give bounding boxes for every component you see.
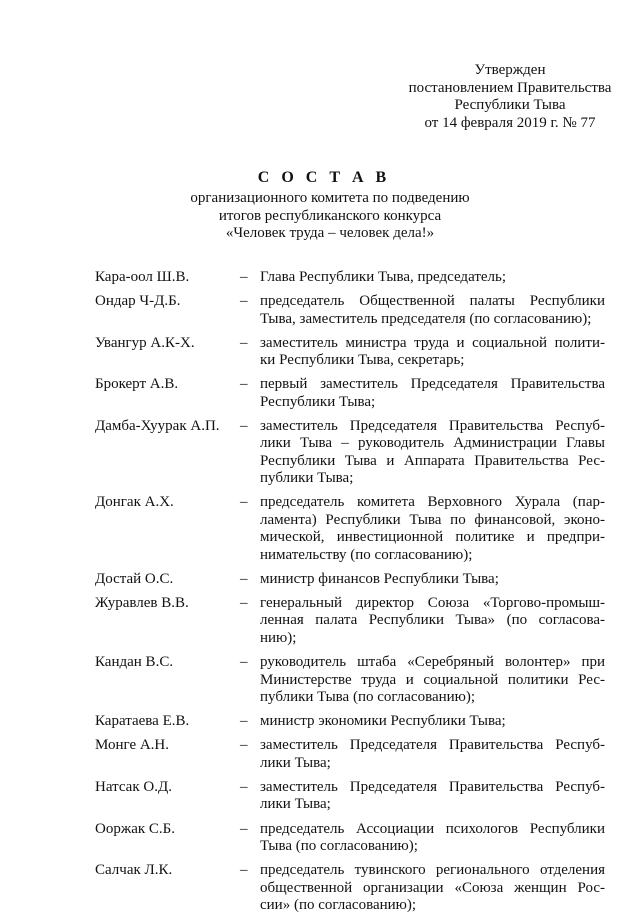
member-role-line: руководитель штаба «Серебряный волонтер» при bbox=[260, 654, 605, 671]
member-name: Ондар Ч-Д.Б. bbox=[95, 293, 181, 310]
member-name: Натсак О.Д. bbox=[95, 778, 172, 795]
member-role bbox=[260, 779, 605, 814]
member-role-line: лики Тыва; bbox=[260, 796, 331, 813]
member-dash: – bbox=[240, 494, 248, 511]
member-role-line: Республики Тыва и Аппарата Правительства Рес- bbox=[260, 452, 605, 469]
member-role-line: лики Тыва – руководитель Администрации Главы bbox=[260, 435, 605, 452]
member-name: Достай О.С. bbox=[95, 570, 174, 587]
member-role-line: Министерстве труда и социальной политики Рес- bbox=[260, 671, 605, 688]
member-role-line: Глава Республики Тыва, председатель; bbox=[260, 269, 507, 285]
member-name: Брокерт А.В. bbox=[95, 376, 179, 393]
member-role-line: генеральный директор Союза «Торгово-промыш- bbox=[260, 595, 605, 612]
member-role bbox=[260, 293, 605, 328]
member-role bbox=[260, 595, 605, 647]
member-row bbox=[95, 737, 605, 772]
member-row bbox=[95, 335, 605, 370]
member-name: Дамба-Хуурак А.П. bbox=[95, 418, 220, 435]
member-role-line: мической, инвестиционной политике и предпри- bbox=[260, 529, 605, 546]
member-name: Журавлев В.В. bbox=[95, 595, 189, 612]
approval-line: Республики Тыва bbox=[454, 97, 566, 114]
member-role bbox=[260, 335, 605, 370]
member-role-line: Тыва, заместитель председателя (по согласованию); bbox=[260, 310, 592, 327]
approval-block bbox=[380, 62, 640, 132]
member-dash: – bbox=[240, 778, 248, 795]
member-dash: – bbox=[240, 820, 248, 837]
document-subtitle-line: организационного комитета по подведению bbox=[190, 190, 470, 206]
member-name: Ооржак С.Б. bbox=[95, 820, 176, 837]
member-row bbox=[95, 821, 605, 856]
document-heading bbox=[0, 168, 640, 243]
approval-line: постановлением Правительства bbox=[408, 79, 612, 96]
member-role bbox=[260, 821, 605, 856]
member-dash: – bbox=[240, 713, 248, 730]
member-name: Кандан В.С. bbox=[95, 654, 174, 671]
member-role-line: ленная палата Республики Тыва» (по согласова- bbox=[260, 612, 605, 629]
document-subtitle-line: «Человек труда – человек дела!» bbox=[225, 225, 435, 242]
member-dash: – bbox=[240, 862, 248, 879]
member-role-line: Тыва (по согласованию); bbox=[260, 837, 418, 854]
member-role-line: председатель тувинского регионального отделения bbox=[260, 862, 605, 879]
member-row bbox=[95, 494, 605, 564]
member-role-line: сии» (по согласованию); bbox=[260, 896, 417, 913]
member-role-line: председатель комитета Верховного Хурала (пар- bbox=[260, 494, 605, 511]
member-role bbox=[260, 418, 605, 488]
document-title: С О С Т А В bbox=[257, 169, 391, 186]
member-dash: – bbox=[240, 654, 248, 671]
member-role bbox=[260, 269, 605, 286]
member-role-line: публики Тыва; bbox=[260, 470, 354, 487]
member-role-line: ламента) Республики Тыва по финансовой, эконо- bbox=[260, 511, 605, 528]
member-row bbox=[95, 654, 605, 706]
member-name: Салчак Л.К. bbox=[95, 862, 173, 879]
document-subtitle-line: итогов республиканского конкурса bbox=[218, 207, 442, 224]
member-role-line: ки Республики Тыва, секретарь; bbox=[260, 352, 465, 369]
member-role-line: заместитель Председателя Правительства Респуб- bbox=[260, 778, 605, 795]
member-row bbox=[95, 713, 605, 730]
member-role bbox=[260, 571, 605, 588]
member-role-line: председатель Общественной палаты Республики bbox=[260, 293, 605, 310]
member-dash: – bbox=[240, 570, 248, 587]
member-dash: – bbox=[240, 293, 248, 310]
member-role-line: нимательству (по согласованию); bbox=[260, 546, 473, 563]
member-name: Кара-оол Ш.В. bbox=[95, 269, 190, 285]
member-role bbox=[260, 654, 605, 706]
member-row bbox=[95, 595, 605, 647]
member-role bbox=[260, 737, 605, 772]
member-role-line: заместитель Председателя Правительства Респуб- bbox=[260, 418, 605, 435]
member-role-line: министр экономики Республики Тыва; bbox=[260, 713, 506, 730]
member-role-line: публики Тыва (по согласованию); bbox=[260, 688, 476, 705]
member-row bbox=[95, 269, 605, 286]
member-dash: – bbox=[240, 269, 248, 285]
member-name: Монге А.Н. bbox=[95, 737, 170, 754]
member-name: Каратаева Е.В. bbox=[95, 713, 190, 730]
member-role-line: лики Тыва; bbox=[260, 754, 331, 771]
member-role bbox=[260, 862, 605, 914]
approval-line: Утвержден bbox=[474, 62, 546, 78]
member-role-line: министр финансов Республики Тыва; bbox=[260, 570, 499, 587]
member-name: Увангур А.К-Х. bbox=[95, 334, 195, 351]
member-role-line: Республики Тыва; bbox=[260, 393, 376, 410]
approval-line: от 14 февраля 2019 г. № 77 bbox=[424, 114, 596, 131]
member-row bbox=[95, 779, 605, 814]
member-role bbox=[260, 494, 605, 564]
member-role-line: нию); bbox=[260, 629, 297, 646]
member-role bbox=[260, 713, 605, 730]
member-dash: – bbox=[240, 418, 248, 435]
member-dash: – bbox=[240, 376, 248, 393]
member-row bbox=[95, 862, 605, 914]
member-role-line: заместитель министра труда и социальной полити- bbox=[260, 334, 605, 351]
member-row bbox=[95, 418, 605, 488]
member-row bbox=[95, 376, 605, 411]
member-role-line: председатель Ассоциации психологов Республики bbox=[260, 820, 605, 837]
member-name: Донгак А.Х. bbox=[95, 494, 174, 511]
member-dash: – bbox=[240, 737, 248, 754]
members-list bbox=[95, 269, 605, 921]
member-dash: – bbox=[240, 334, 248, 351]
member-role-line: общественной организации «Союза женщин Рос- bbox=[260, 879, 605, 896]
member-role-line: первый заместитель Председателя Правительства bbox=[260, 376, 605, 393]
member-row bbox=[95, 293, 605, 328]
member-row bbox=[95, 571, 605, 588]
member-role-line: заместитель Председателя Правительства Респуб- bbox=[260, 737, 605, 754]
member-role bbox=[260, 376, 605, 411]
member-dash: – bbox=[240, 595, 248, 612]
